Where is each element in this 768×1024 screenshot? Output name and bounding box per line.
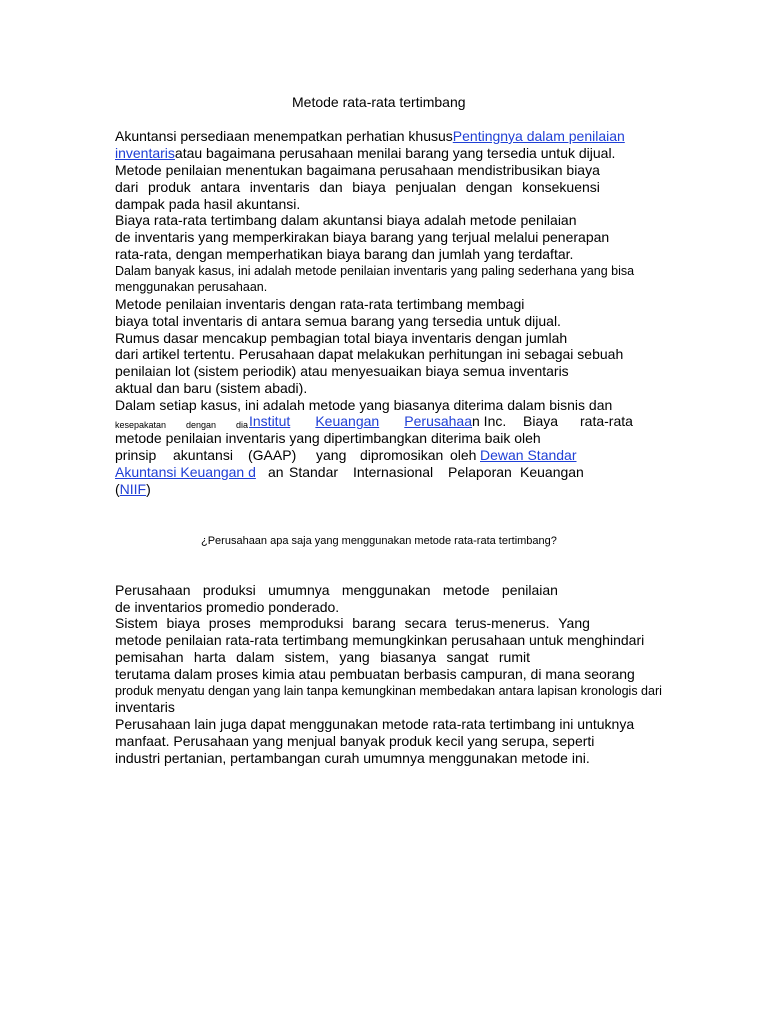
word: biasanya	[380, 649, 437, 665]
paragraph-3-line-2: biaya total inventaris di antara semua barang yang tersedia untuk dijual.	[115, 313, 561, 329]
link-word: Institut	[249, 413, 291, 429]
paragraph-3-line-6: aktual dan baru (sistem abadi).	[115, 380, 308, 396]
word: pemisahan	[115, 649, 184, 665]
word: terus-menerus.	[455, 615, 550, 631]
word: dengan	[465, 179, 513, 195]
paragraph-1-line-1	[115, 128, 625, 145]
word: proses	[208, 615, 251, 631]
open-paren: (	[115, 481, 120, 497]
document-title: Metode rata-rata tertimbang	[292, 94, 466, 110]
word: Pelaporan	[448, 464, 512, 480]
word: menggunakan	[341, 582, 431, 598]
word: memproduksi	[259, 615, 344, 631]
word: Sistem	[115, 615, 158, 631]
word: dan	[319, 179, 343, 195]
small-word: dia	[236, 420, 249, 430]
word: dipromosikan	[360, 447, 444, 463]
word: sangat	[446, 649, 489, 665]
paragraph-1-line-2	[115, 145, 615, 162]
word: konsekuensi	[522, 179, 600, 195]
paragraph-5-line-9: Perusahaan lain juga dapat menggunakan metode rata-rata tertimbang ini untuknya	[115, 716, 635, 732]
paragraph-5-line-5	[115, 649, 530, 666]
word: Standar	[289, 464, 339, 480]
word: penilaian	[501, 582, 558, 598]
word: secara	[404, 615, 447, 631]
close-paren: )	[146, 481, 151, 497]
word: inventaris	[249, 179, 310, 195]
word: Keuangan	[520, 464, 584, 480]
word: sistem,	[284, 649, 329, 665]
text: rata-rata	[580, 413, 633, 429]
link-akuntansi-keuangan[interactable]: Akuntansi Keuangan d	[115, 464, 256, 480]
paragraph-2-line-3: rata-rata, dengan memperhatikan biaya barang dan jumlah yang terdaftar.	[115, 246, 574, 262]
link-word: Keuangan	[315, 413, 380, 429]
paragraph-4-line-1: Dalam setiap kasus, ini adalah metode yang biasanya diterima dalam bisnis dan	[115, 397, 613, 413]
word: penjualan	[395, 179, 457, 195]
word: Internasional	[353, 464, 434, 480]
small-word: kesepakatan	[115, 420, 167, 430]
word: harta	[193, 649, 226, 665]
word: akuntansi	[173, 447, 233, 463]
paragraph-1-line-2-text: atau bagaimana perusahaan menilai barang yang tersedia untuk dijual.	[174, 145, 616, 161]
link-dewan-standar[interactable]: Dewan Standar	[480, 447, 577, 463]
paragraph-5-line-11: industri pertanian, pertambangan curah umumnya menggunakan metode ini.	[115, 750, 590, 766]
paragraph-5-line-4: metode penilaian rata-rata tertimbang memungkinkan perusahaan untuk menghindari	[115, 632, 645, 648]
paragraph-2-line-1: Biaya rata-rata tertimbang dalam akuntansi biaya adalah metode penilaian	[115, 212, 577, 228]
paragraph-5-line-10: manfaat. Perusahaan yang menjual banyak produk kecil yang serupa, seperti	[115, 733, 595, 749]
word: rumit	[498, 649, 530, 665]
word: an	[268, 464, 284, 480]
paragraph-3-line-4: dari artikel tertentu. Perusahaan dapat melakukan perhitungan ini sebagai sebuah	[115, 346, 624, 362]
paragraph-1-line-4	[115, 179, 600, 196]
word: yang	[316, 447, 347, 463]
link-inventaris[interactable]: inventaris	[115, 145, 175, 161]
paragraph-1-line-3: Metode penilaian menentukan bagaimana perusahaan mendistribusikan biaya	[115, 162, 600, 178]
text: n Inc.	[472, 413, 507, 429]
link-pentingnya-penilaian-inventaris[interactable]: Pentingnya dalam penilaian	[452, 128, 625, 144]
word: metode	[442, 582, 490, 598]
word: dalam	[236, 649, 275, 665]
word: umumnya	[268, 582, 330, 598]
paragraph-2-line-2: de inventaris yang memperkirakan biaya barang yang terjual melalui penerapan	[115, 229, 610, 245]
word: biaya	[352, 179, 386, 195]
paragraph-4-line-3: metode penilaian inventaris yang dipertimbangkan diterima baik oleh	[115, 430, 541, 446]
paragraph-5-line-2: de inventarios promedio ponderado.	[115, 599, 340, 615]
word: biaya	[166, 615, 200, 631]
link-niif[interactable]: NIIF	[119, 481, 147, 497]
word: prinsip	[115, 447, 157, 463]
paragraph-2-line-4: Dalam banyak kasus, ini adalah metode penilaian inventaris yang paling sederhana yang bisa	[115, 264, 635, 278]
paragraph-5-line-7: produk menyatu dengan yang lain tanpa kemungkinan membedakan antara lapisan kronologis dari	[115, 684, 662, 698]
word: (GAAP)	[248, 447, 297, 463]
word: dari	[115, 179, 139, 195]
paragraph-1-line-5: dampak pada hasil akuntansi.	[115, 196, 301, 212]
paragraph-3-line-1: Metode penilaian inventaris dengan rata-rata tertimbang membagi	[115, 296, 525, 312]
text: Biaya	[523, 413, 559, 429]
link-word: Perusahaa	[404, 413, 472, 429]
word: barang	[352, 615, 396, 631]
paragraph-5-line-3	[115, 615, 590, 632]
paragraph-1-line-1-text: Akuntansi persediaan menempatkan perhatian khusus	[115, 128, 453, 144]
word: Perusahaan	[115, 582, 191, 598]
word: oleh	[450, 447, 477, 463]
small-word: dengan	[186, 420, 217, 430]
paragraph-2-line-5: menggunakan perusahaan.	[115, 280, 268, 294]
paragraph-3-line-3: Rumus dasar mencakup pembagian total biaya inventaris dengan jumlah	[115, 330, 568, 346]
paragraph-5-line-1	[115, 582, 558, 599]
word: yang	[339, 649, 370, 665]
section-question: ¿Perusahaan apa saja yang menggunakan metode rata-rata tertimbang?	[201, 535, 557, 547]
word: antara	[200, 179, 241, 195]
paragraph-3-line-5: penilaian lot (sistem periodik) atau menyesuaikan biaya semua inventaris	[115, 363, 569, 379]
paragraph-5-line-6: terutama dalam proses kimia atau pembuatan berbasis campuran, di mana seorang	[115, 666, 635, 682]
paragraph-5-line-8: inventaris	[115, 699, 175, 715]
word: Yang	[558, 615, 590, 631]
paragraph-4-line-6	[115, 481, 151, 498]
link-institut-keuangan-perusahaan[interactable]	[249, 413, 472, 430]
word: produksi	[202, 582, 256, 598]
word: produk	[147, 179, 191, 195]
